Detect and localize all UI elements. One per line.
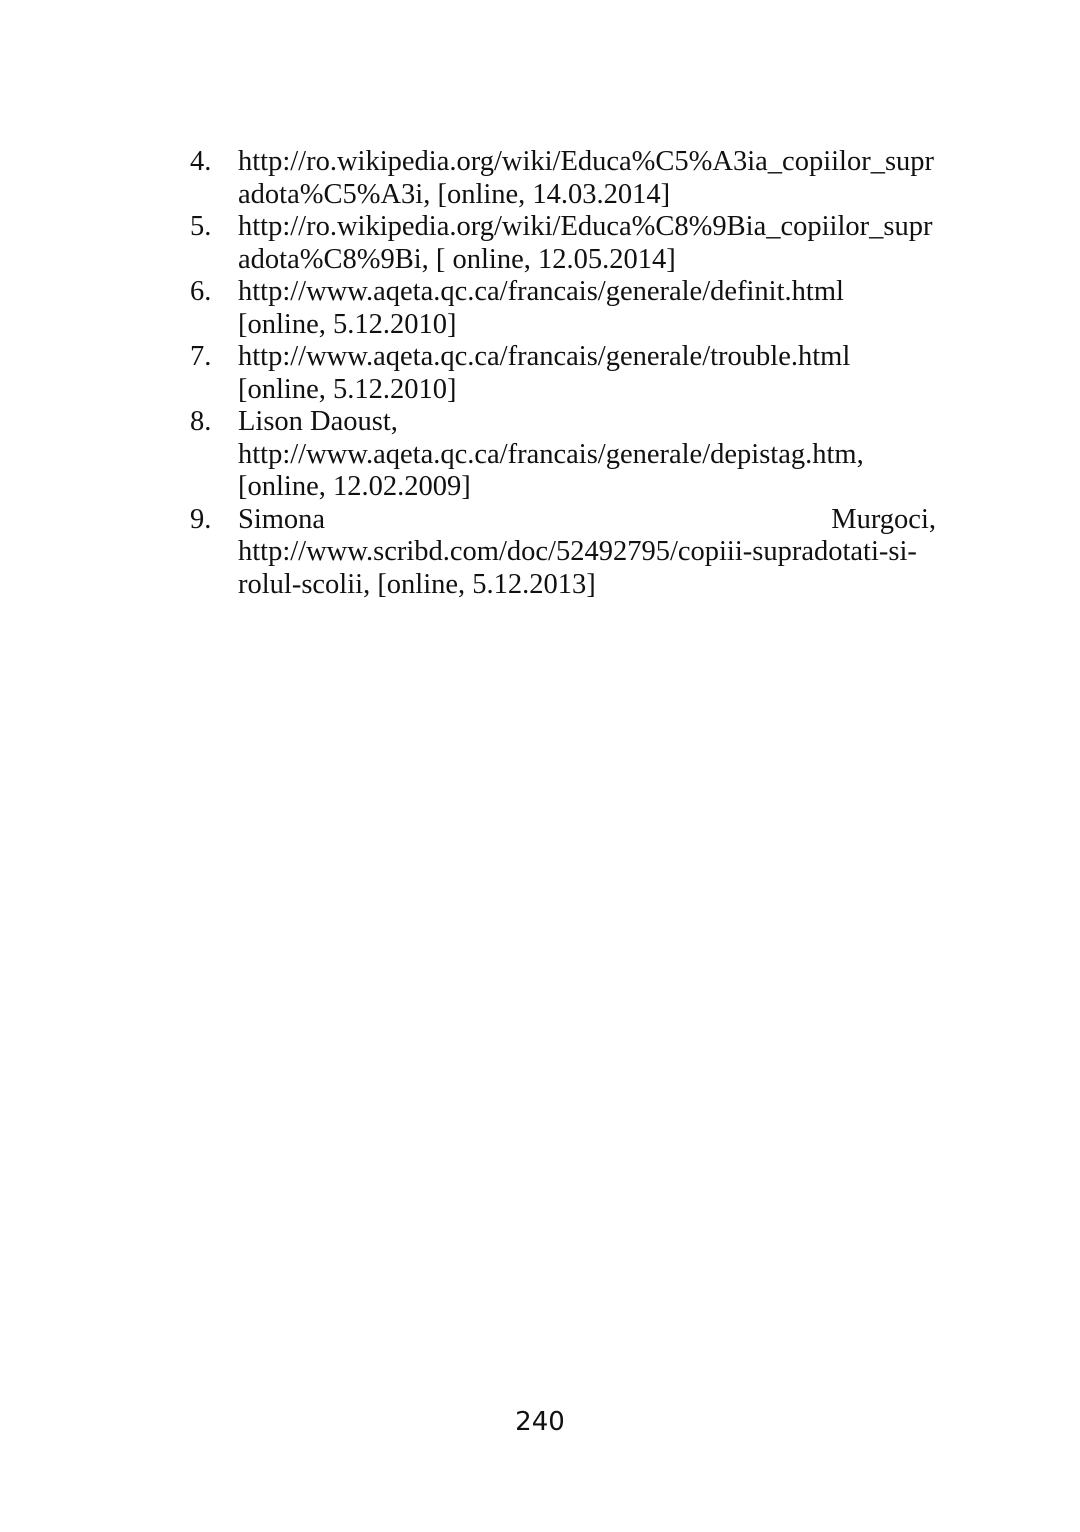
reference-item [190, 341, 936, 406]
reference-line: http://www.aqeta.qc.ca/francais/generale/trouble.html [238, 341, 851, 372]
reference-line: http://www.aqeta.qc.ca/francais/generale/depistag.htm, [238, 438, 864, 470]
reference-line: http://www.aqeta.qc.ca/francais/generale/definit.html [238, 276, 844, 307]
reference-line: adota%C8%9Bi, [ online, 12.05.2014] [238, 243, 676, 275]
reference-number: 9. [190, 503, 212, 535]
reference-line: rolul-scolii, [online, 5.12.2013] [238, 568, 596, 600]
reference-line: [online, 5.12.2010] [238, 373, 457, 405]
reference-item [190, 504, 936, 602]
reference-number: 5. [190, 211, 212, 242]
reference-item [190, 276, 936, 341]
reference-line: http://ro.wikipedia.org/wiki/Educa%C8%9Bia_copiilor_supr [238, 211, 933, 242]
author-last-name: Murgoci, [831, 503, 936, 535]
reference-number: 7. [190, 341, 212, 372]
reference-line: http://ro.wikipedia.org/wiki/Educa%C5%A3ia_copiilor_supr [238, 146, 935, 177]
reference-line: http://www.scribd.com/doc/52492795/copiii-supradotati-si- [238, 536, 917, 567]
reference-author-line [238, 504, 936, 537]
reference-item [190, 146, 936, 211]
author-first-name: Simona [238, 503, 326, 535]
reference-line: adota%C5%A3i, [online, 14.03.2014] [238, 178, 671, 210]
reference-number: 4. [190, 146, 212, 177]
reference-line: [online, 5.12.2010] [238, 308, 457, 340]
reference-number: 8. [190, 406, 212, 437]
reference-line: Lison Daoust, [238, 406, 398, 437]
reference-item [190, 406, 936, 504]
page-number: 240 [515, 1407, 565, 1437]
reference-number: 6. [190, 276, 212, 307]
reference-line: [online, 12.02.2009] [238, 471, 471, 502]
reference-item [190, 211, 936, 276]
reference-list [190, 146, 936, 601]
